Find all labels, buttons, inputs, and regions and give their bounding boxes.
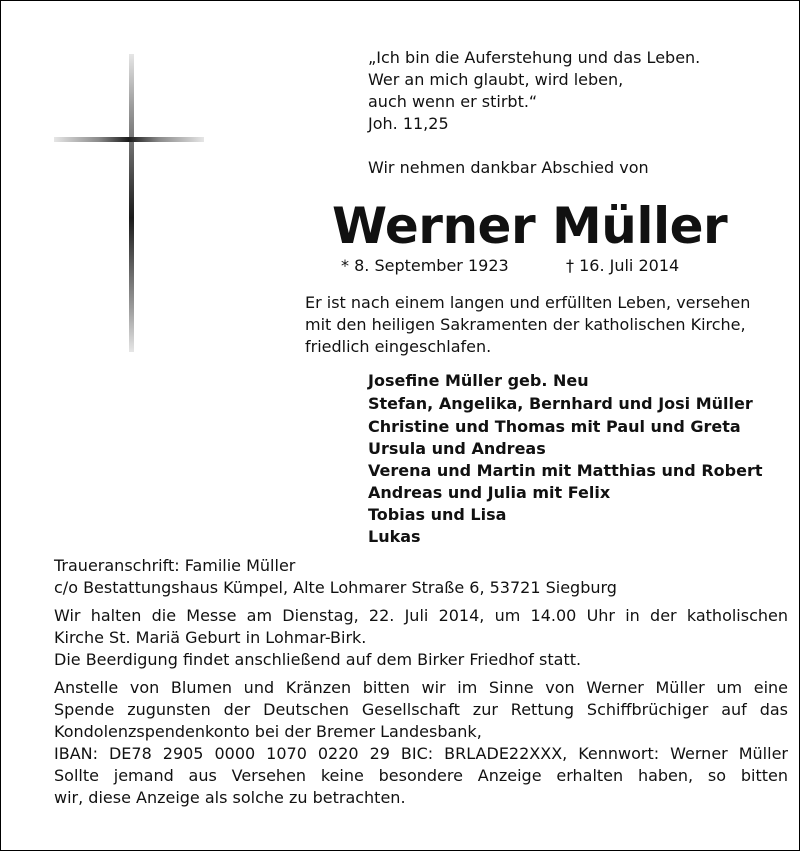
quote-line: Wer an mich glaubt, wird leben, (368, 70, 624, 89)
address-line: Traueranschrift: Familie Müller (54, 556, 296, 575)
mourner-line: Christine und Thomas mit Paul und Greta (368, 417, 741, 436)
address-line: c/o Bestattungshaus Kümpel, Alte Lohmarer Straße 6, 53721 Siegburg (54, 578, 617, 597)
cross-vertical-beam (129, 54, 134, 352)
mourner-line: Josefine Müller geb. Neu (368, 371, 589, 390)
quote-line: „Ich bin die Auferstehung und das Leben. (368, 48, 701, 67)
birth-date: * 8. September 1923 (341, 256, 509, 275)
quote-line: auch wenn er stirbt.“ (368, 92, 538, 111)
donation-line: Sollte jemand aus Versehen keine besondere Anzeige erhalten haben, so bitten (54, 766, 788, 785)
intro-text: Wir nehmen dankbar Abschied von (368, 158, 649, 177)
mourner-line: Lukas (368, 527, 421, 546)
mourner-line: Andreas und Julia mit Felix (368, 483, 611, 502)
mourner-line: Stefan, Angelika, Bernhard und Josi Müller (368, 394, 753, 413)
mourner-line: Tobias und Lisa (368, 505, 507, 524)
statement-line: friedlich eingeschlafen. (305, 337, 492, 356)
statement-line: Er ist nach einem langen und erfüllten Leben, versehen (305, 293, 751, 312)
service-line: Kirche St. Mariä Geburt in Lohmar-Birk. (54, 628, 367, 647)
deceased-name: Werner Müller (332, 197, 728, 255)
statement-line: mit den heiligen Sakramenten der katholischen Kirche, (305, 315, 746, 334)
service-line: Die Beerdigung findet anschließend auf dem Birker Friedhof statt. (54, 650, 582, 669)
donation-line: Spende zugunsten der Deutschen Gesellschaft zur Rettung Schiffbrüchiger auf das (54, 700, 788, 719)
donation-bank-details: IBAN: DE78 2905 0000 1070 0220 29 BIC: BRLADE22XXX, Kennwort: Werner Müller (54, 744, 788, 763)
cross-horizontal-beam (54, 137, 204, 142)
service-line: Wir halten die Messe am Dienstag, 22. Juli 2014, um 14.00 Uhr in der katholischen (54, 606, 788, 625)
mourner-line: Ursula und Andreas (368, 439, 546, 458)
donation-line: Kondolenzspendenkonto bei der Bremer Landesbank, (54, 722, 482, 741)
donation-line: wir, diese Anzeige als solche zu betrachten. (54, 788, 406, 807)
death-date: † 16. Juli 2014 (566, 256, 680, 275)
donation-line: Anstelle von Blumen und Kränzen bitten wir im Sinne von Werner Müller um eine (54, 678, 788, 697)
quote-reference: Joh. 11,25 (368, 114, 449, 133)
mourner-line: Verena und Martin mit Matthias und Robert (368, 461, 763, 480)
